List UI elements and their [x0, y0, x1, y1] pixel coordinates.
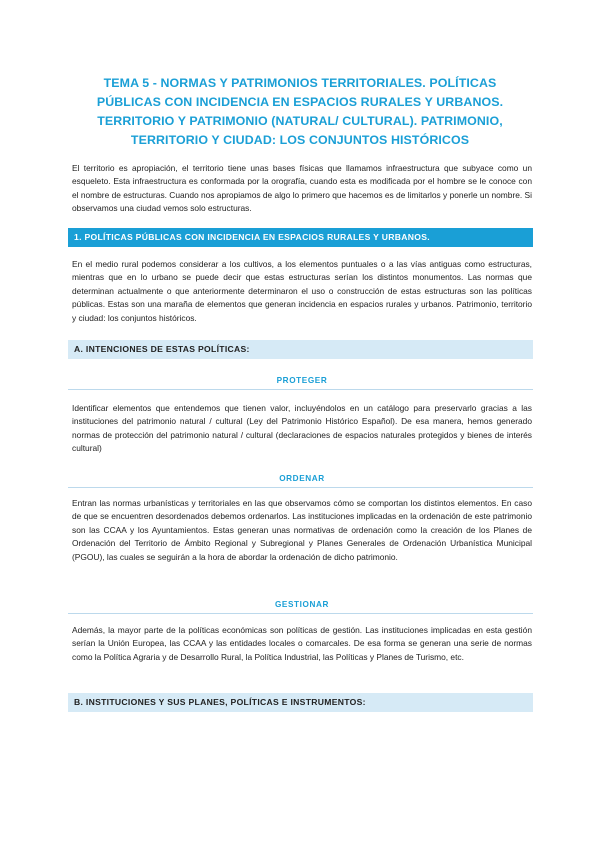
section-a-heading-band: [68, 340, 533, 359]
document-title: TEMA 5 - NORMAS Y PATRIMONIOS TERRITORIALES. POLÍTICAS PÚBLICAS CON INCIDENCIA EN ESPACIOS RURALES Y URBANOS. TERRITORIO Y PATRIMONIO (NATURAL/ CULTURAL). PATRIMONIO, TERRITORIO Y CIUDAD: LOS CONJUNTOS HISTÓRICOS: [96, 76, 504, 147]
section-a-heading: A. INTENCIONES DE ESTAS POLÍTICAS:: [74, 344, 250, 354]
gestionar-body: Además, la mayor parte de la políticas económicas son políticas de gestión. Las instituciones implicadas en esta gestión serían la Unión Europea, las CCAA y las entidades locales o comarcales. De esa forma se generan una serie de normas como la Política Agraria y de Desarrollo Rural, la Política Industrial, las Políticas y Planes de Turismo, etc.: [72, 625, 532, 662]
section-b-heading-band: [68, 693, 533, 712]
section-1-body: En el medio rural podemos considerar a los cultivos, a los elementos puntuales o a las vías antiguas como estructuras, mientras que en lo urbano se puede decir que estas estructuras serían los distintos monumentos. Las normas que determinan actualmente o que anteriormente determinaron el uso o construcción de estas estructuras son las políticas públicas. Estas son una maraña de elementos que generan incidencia en espacios rurales y urbanos. Patrimonio, territorio y ciudad: los conjuntos históricos.: [72, 259, 532, 323]
ordenar-subheading: ORDENAR: [279, 474, 325, 483]
ordenar-body: Entran las normas urbanísticas y territoriales en las que observamos cómo se comportan los distintos elementos. En caso de que se encuentren desordenados debemos ordenarlos. Las instituciones implicadas en la ordenación de este patrimonio son las CCAA y los Ayuntamientos. Estas generan unas normativas de ordenación como la creación de los Planes de Ordenación del Territorio de Ámbito Regional y Subregional y Planes Generales de Ordenación Urbanística Municipal (PGOU), las cuales se seguirán a la hora de abordar la ordenación de dicho patrimonio.: [72, 498, 532, 562]
proteger-subheading: PROTEGER: [276, 376, 328, 385]
proteger-divider: [68, 389, 533, 390]
intro-paragraph: El territorio es apropiación, el territorio tiene unas bases físicas que llamamos infraestructura que subyace como un esqueleto. Esta infraestructura es conformada por la orografía, cuando esta es modificada por el hombre se le conoce con el nombre de estructuras. Cuando nos apropiamos de algo lo primero que hacemos es de limitarlos y ponerle un nombre. Si observamos una ciudad vemos solo estructuras.: [72, 163, 532, 214]
ordenar-divider: [68, 487, 533, 488]
section-b-heading: B. INSTITUCIONES Y SUS PLANES, POLÍTICAS E INSTRUMENTOS:: [74, 697, 366, 707]
section-1-heading: 1. POLÍTICAS PÚBLICAS CON INCIDENCIA EN ESPACIOS RURALES Y URBANOS.: [74, 232, 430, 242]
proteger-body: Identificar elementos que entendemos que tienen valor, incluyéndolos en un catálogo para preservarlo gracias a las instituciones del patrimonio natural / cultural (Ley del Patrimonio Histórico Español). De esa manera, hemos generado normas de protección del patrimonio natural / cultural (declaraciones de espacios naturales protegidos y bienes de interés cultural): [72, 403, 532, 454]
gestionar-subheading: GESTIONAR: [274, 600, 330, 609]
section-1-heading-band: [68, 228, 533, 247]
gestionar-divider: [68, 613, 533, 614]
